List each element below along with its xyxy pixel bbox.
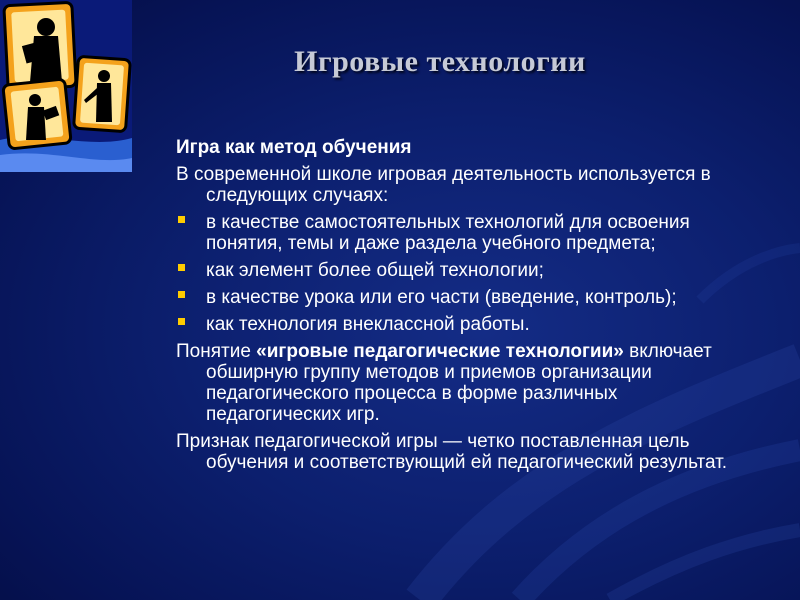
square-bullet-icon [178, 216, 185, 223]
school-collage-image [0, 0, 132, 172]
sign-paragraph: Признак педагогической игры — четко поставленная цель обучения и соответствующий ей педагогический результат. [176, 431, 728, 473]
concept-suffix: включает обширную группу методов и приемов организации педагогического процесса в форме различных педагогических игр. [206, 341, 712, 425]
bullet-text: как технология внеклассной работы. [206, 314, 530, 335]
bullet-item [176, 212, 744, 254]
square-bullet-icon [178, 318, 185, 325]
bullet-item [176, 287, 744, 308]
bullet-item [176, 314, 744, 335]
square-bullet-icon [178, 264, 185, 271]
concept-term: «игровые педагогические технологии» [256, 341, 624, 362]
bullet-item [176, 260, 744, 281]
bullet-text: как элемент более общей технологии; [206, 260, 544, 281]
bullet-text: в качестве урока или его части (введение, контроль); [206, 287, 677, 308]
slide-content [176, 137, 744, 479]
square-bullet-icon [178, 291, 185, 298]
bullet-text: в качестве самостоятельных технологий для освоения понятия, темы и даже раздела учебного предмета; [206, 212, 690, 254]
section-subtitle: Игра как метод обучения [176, 137, 412, 158]
concept-paragraph [176, 341, 744, 425]
slide-title: Игровые технологии [294, 45, 586, 78]
concept-prefix: Понятие [176, 341, 257, 362]
intro-paragraph: В современной школе игровая деятельность используется в следующих случаях: [176, 164, 711, 206]
